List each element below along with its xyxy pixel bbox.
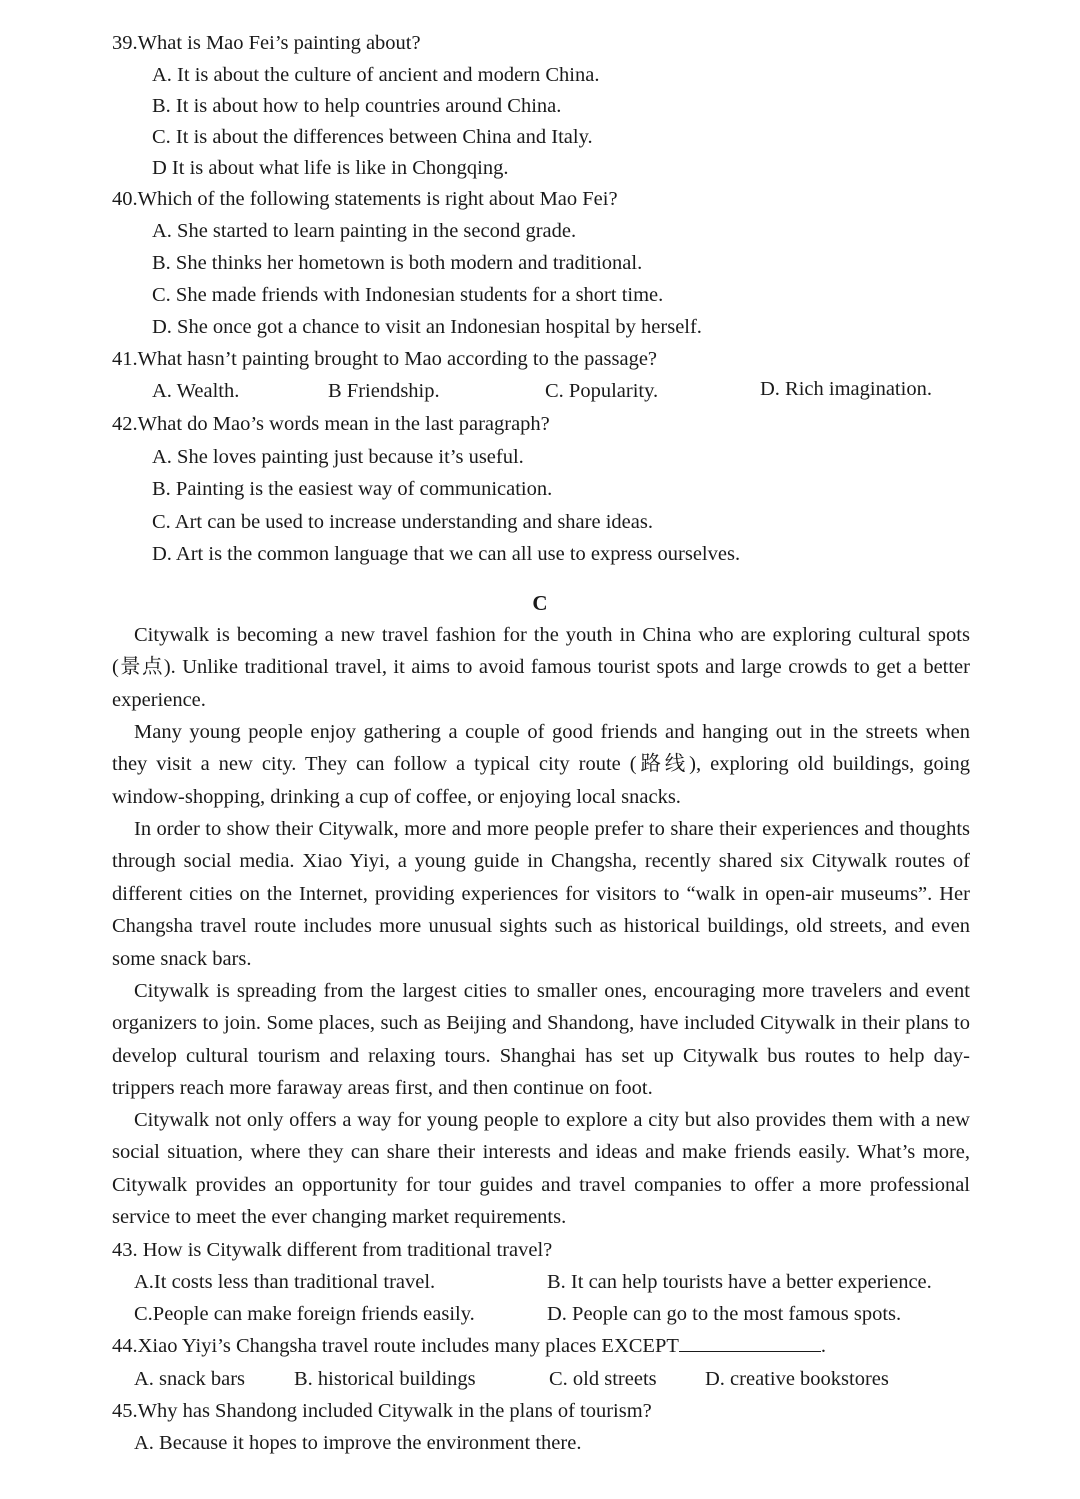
question-44-stem-end: . <box>820 1335 826 1357</box>
question-41-option-d: D. Rich imagination. <box>760 378 932 400</box>
question-42-option-a: A. She loves painting just because it’s useful. <box>152 446 524 468</box>
question-44-option-d: D. creative bookstores <box>705 1368 889 1390</box>
question-39-stem: 39.What is Mao Fei’s painting about? <box>112 32 421 54</box>
passage-paragraph-5: Citywalk not only offers a way for young people to explore a city but also provides them with a new social situation, where they can share their interests and ideas and make friends easily. What’s more, Citywalk provides an opportunity for tour guides and travel companies to offer a more professional service to meet the ever changing market requirements. <box>112 1109 970 1229</box>
question-44-option-c: C. old streets <box>549 1368 657 1390</box>
question-44-option-b: B. historical buildings <box>294 1368 476 1390</box>
question-40-option-b: B. She thinks her hometown is both modern and traditional. <box>152 252 643 274</box>
passage-paragraph-2: Many young people enjoy gathering a couple of good friends and hanging out in the streets when they visit a new city. They can follow a typical city route (路线), exploring old buildings, going window-shopping, drinking a cup of coffee, or enjoying local snacks. <box>112 721 970 808</box>
question-45-stem: 45.Why has Shandong included Citywalk in the plans of tourism? <box>112 1400 652 1422</box>
question-41-stem: 41.What hasn’t painting brought to Mao according to the passage? <box>112 348 658 370</box>
question-39-option-c: C. It is about the differences between China and Italy. <box>152 126 593 148</box>
question-43-option-c: C.People can make foreign friends easily. <box>134 1303 475 1325</box>
question-40-option-d: D. She once got a chance to visit an Indonesian hospital by herself. <box>152 316 702 338</box>
question-45-option-a: A. Because it hopes to improve the environment there. <box>134 1432 582 1454</box>
question-42-option-b: B. Painting is the easiest way of communication. <box>152 478 553 500</box>
question-43-option-a: A.It costs less than traditional travel. <box>134 1271 436 1293</box>
answer-blank <box>679 1333 821 1352</box>
question-42-stem: 42.What do Mao’s words mean in the last paragraph? <box>112 413 550 435</box>
question-44-option-a: A. snack bars <box>134 1368 246 1390</box>
question-44-stem <box>112 1333 826 1359</box>
question-40-option-c: C. She made friends with Indonesian students for a short time. <box>152 284 664 306</box>
passage-paragraph-3: In order to show their Citywalk, more and more people prefer to share their experiences and thoughts through social media. Xiao Yiyi, a young guide in Changsha, recently shared six Citywalk routes of different cities on the Internet, providing experiences for visitors to “walk in open-air museums”. Her Changsha travel route includes more unusual sights such as historical buildings, old streets, and even some snack bars. <box>112 818 970 970</box>
question-41-option-b: B Friendship. <box>328 380 440 402</box>
question-40-stem: 40.Which of the following statements is right about Mao Fei? <box>112 188 618 210</box>
question-42-option-d: D. Art is the common language that we can all use to express ourselves. <box>152 543 741 565</box>
question-39-option-a: A. It is about the culture of ancient and modern China. <box>152 64 600 86</box>
question-41-option-a: A. Wealth. <box>152 380 240 402</box>
passage-paragraph-4: Citywalk is spreading from the largest cities to smaller ones, encouraging more travelers and event organizers to join. Some places, such as Beijing and Shandong, have included Citywalk in their plans to develop cultural tourism and relaxing tours. Shanghai has set up Citywalk bus routes to help day-trippers reach more faraway areas first, and then continue on foot. <box>112 980 970 1100</box>
question-43-option-b: B. It can help tourists have a better experience. <box>547 1271 932 1293</box>
question-42-option-c: C. Art can be used to increase understanding and share ideas. <box>152 511 653 533</box>
question-40-option-a: A. She started to learn painting in the second grade. <box>152 220 577 242</box>
question-43-option-d: D. People can go to the most famous spots. <box>547 1303 902 1325</box>
question-44-stem-text: 44.Xiao Yiyi’s Changsha travel route includes many places EXCEPT <box>112 1335 679 1357</box>
question-41-option-c: C. Popularity. <box>545 380 659 402</box>
question-43-stem: 43. How is Citywalk different from traditional travel? <box>112 1239 553 1261</box>
section-heading: C <box>532 591 548 615</box>
passage-paragraph-1: Citywalk is becoming a new travel fashion for the youth in China who are exploring cultural spots (景点). Unlike traditional travel, it aims to avoid famous tourist spots and large crowds to get a better experience. <box>112 624 970 711</box>
question-39-option-d: D It is about what life is like in Chongqing. <box>152 157 509 179</box>
question-39-option-b: B. It is about how to help countries around China. <box>152 95 562 117</box>
